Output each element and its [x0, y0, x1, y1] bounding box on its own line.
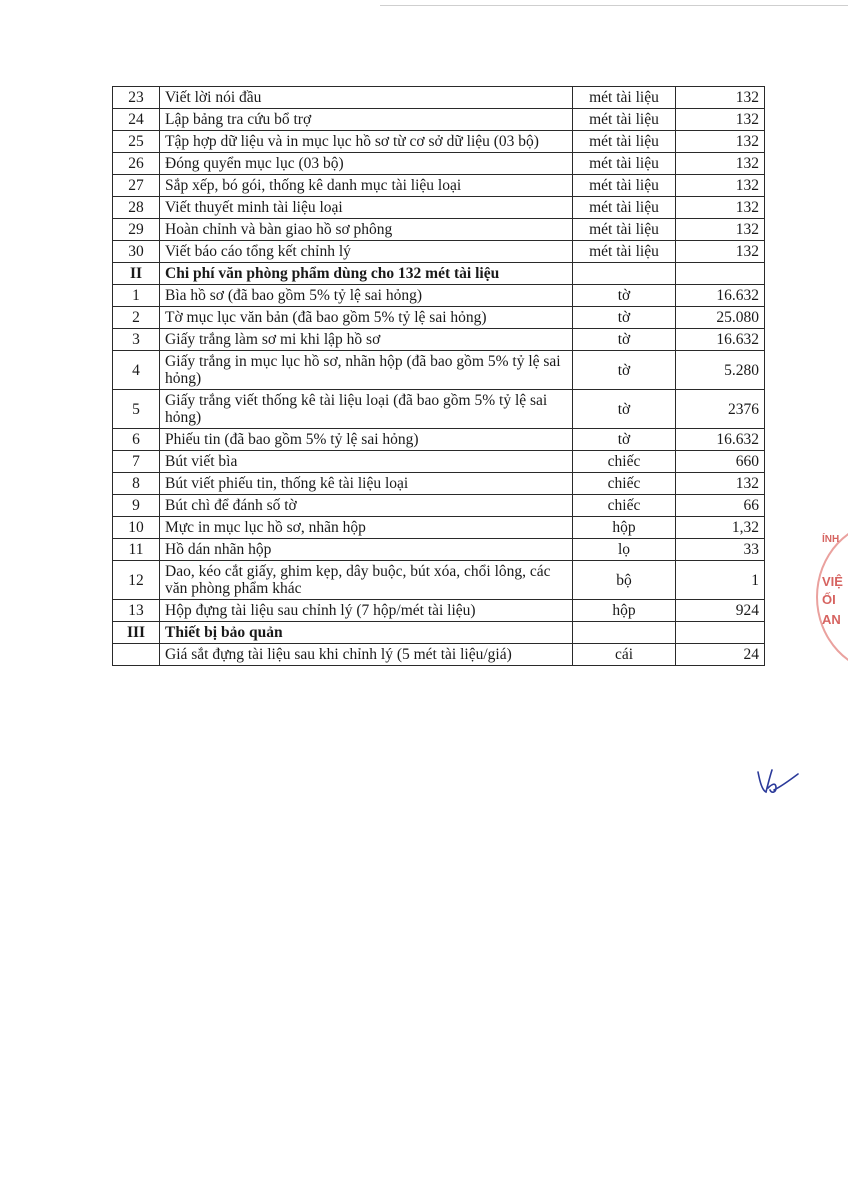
table-row	[113, 451, 765, 473]
row-quantity-cell: 5.280	[676, 351, 765, 390]
row-unit-cell: mét tài liệu	[573, 197, 676, 219]
row-unit-cell: tờ	[573, 351, 676, 390]
table-row	[113, 429, 765, 451]
row-content-cell: Lập bảng tra cứu bổ trợ	[160, 109, 573, 131]
row-unit-cell: bộ	[573, 561, 676, 600]
row-unit-cell: tờ	[573, 329, 676, 351]
row-unit-cell: tờ	[573, 429, 676, 451]
row-content-cell: Hộp đựng tài liệu sau chỉnh lý (7 hộp/mét tài liệu)	[160, 600, 573, 622]
row-quantity-cell: 924	[676, 600, 765, 622]
cost-table	[112, 86, 765, 666]
table-row	[113, 390, 765, 429]
red-seal-stamp	[808, 520, 848, 670]
table-row	[113, 307, 765, 329]
table-row	[113, 175, 765, 197]
seal-text-1: ÍNH	[822, 534, 840, 545]
row-content-cell: Viết báo cáo tổng kết chỉnh lý	[160, 241, 573, 263]
row-quantity-cell	[676, 263, 765, 285]
row-number-cell: 25	[113, 131, 160, 153]
row-number-cell: 29	[113, 219, 160, 241]
row-unit-cell: mét tài liệu	[573, 175, 676, 197]
row-unit-cell: lọ	[573, 539, 676, 561]
row-number-cell: 24	[113, 109, 160, 131]
scan-edge-line	[380, 5, 848, 6]
row-content-cell: Dao, kéo cắt giấy, ghim kẹp, dây buộc, bút xóa, chổi lông, các văn phòng phẩm khác	[160, 561, 573, 600]
table-row	[113, 241, 765, 263]
row-content-cell: Giấy trắng in mục lục hồ sơ, nhãn hộp (đã bao gồm 5% tỷ lệ sai hỏng)	[160, 351, 573, 390]
table-row	[113, 473, 765, 495]
row-content-cell: Tập hợp dữ liệu và in mục lục hồ sơ từ cơ sở dữ liệu (03 bộ)	[160, 131, 573, 153]
table-row	[113, 219, 765, 241]
row-unit-cell: mét tài liệu	[573, 131, 676, 153]
seal-text-4: AN	[822, 612, 841, 627]
row-number-cell: 12	[113, 561, 160, 600]
table-row	[113, 495, 765, 517]
row-content-cell: Đóng quyển mục lục (03 bộ)	[160, 153, 573, 175]
row-unit-cell: mét tài liệu	[573, 241, 676, 263]
row-number-cell: 11	[113, 539, 160, 561]
row-content-cell: Tờ mục lục văn bản (đã bao gồm 5% tỷ lệ sai hỏng)	[160, 307, 573, 329]
row-unit-cell: hộp	[573, 600, 676, 622]
row-unit-cell	[573, 263, 676, 285]
table-row	[113, 644, 765, 666]
row-content-cell: Bút viết bìa	[160, 451, 573, 473]
row-content-cell: Bút viết phiếu tin, thống kê tài liệu loại	[160, 473, 573, 495]
table-row	[113, 109, 765, 131]
table-row	[113, 197, 765, 219]
row-content-cell: Giấy trắng viết thống kê tài liệu loại (đã bao gồm 5% tỷ lệ sai hỏng)	[160, 390, 573, 429]
row-quantity-cell: 16.632	[676, 329, 765, 351]
row-unit-cell: mét tài liệu	[573, 87, 676, 109]
section-row	[113, 622, 765, 644]
section-row	[113, 263, 765, 285]
row-content-cell: Phiếu tin (đã bao gồm 5% tỷ lệ sai hỏng)	[160, 429, 573, 451]
row-quantity-cell: 132	[676, 175, 765, 197]
row-unit-cell: tờ	[573, 285, 676, 307]
table-row	[113, 351, 765, 390]
row-unit-cell: tờ	[573, 307, 676, 329]
row-quantity-cell: 132	[676, 219, 765, 241]
table-row	[113, 153, 765, 175]
row-content-cell: Mực in mục lục hồ sơ, nhãn hộp	[160, 517, 573, 539]
row-quantity-cell: 132	[676, 241, 765, 263]
row-number-cell	[113, 644, 160, 666]
row-number-cell: 26	[113, 153, 160, 175]
row-number-cell: 6	[113, 429, 160, 451]
row-quantity-cell: 132	[676, 131, 765, 153]
row-number-cell: 10	[113, 517, 160, 539]
table-row	[113, 517, 765, 539]
row-number-cell: 13	[113, 600, 160, 622]
row-quantity-cell: 24	[676, 644, 765, 666]
row-content-cell: Chi phí văn phòng phẩm dùng cho 132 mét tài liệu	[160, 263, 573, 285]
row-unit-cell: hộp	[573, 517, 676, 539]
row-content-cell: Sắp xếp, bó gói, thống kê danh mục tài liệu loại	[160, 175, 573, 197]
row-unit-cell: chiếc	[573, 473, 676, 495]
row-quantity-cell: 660	[676, 451, 765, 473]
row-quantity-cell: 16.632	[676, 285, 765, 307]
row-unit-cell: tờ	[573, 390, 676, 429]
row-unit-cell: chiếc	[573, 451, 676, 473]
row-number-cell: 3	[113, 329, 160, 351]
seal-text-3: ỐI	[822, 592, 836, 607]
row-content-cell: Viết thuyết minh tài liệu loại	[160, 197, 573, 219]
table-row	[113, 285, 765, 307]
row-unit-cell: mét tài liệu	[573, 153, 676, 175]
row-content-cell: Bìa hồ sơ (đã bao gồm 5% tỷ lệ sai hỏng)	[160, 285, 573, 307]
row-quantity-cell	[676, 622, 765, 644]
row-content-cell: Hoàn chỉnh và bàn giao hồ sơ phông	[160, 219, 573, 241]
row-number-cell: 1	[113, 285, 160, 307]
row-unit-cell: mét tài liệu	[573, 109, 676, 131]
row-unit-cell: chiếc	[573, 495, 676, 517]
row-content-cell: Thiết bị bảo quản	[160, 622, 573, 644]
row-quantity-cell: 132	[676, 473, 765, 495]
row-quantity-cell: 132	[676, 153, 765, 175]
seal-text-2: VIỆ	[822, 574, 843, 589]
row-quantity-cell: 33	[676, 539, 765, 561]
row-quantity-cell: 25.080	[676, 307, 765, 329]
row-content-cell: Giá sắt đựng tài liệu sau khi chỉnh lý (5 mét tài liệu/giá)	[160, 644, 573, 666]
row-number-cell: II	[113, 263, 160, 285]
row-quantity-cell: 2376	[676, 390, 765, 429]
row-number-cell: 23	[113, 87, 160, 109]
row-number-cell: III	[113, 622, 160, 644]
row-number-cell: 8	[113, 473, 160, 495]
row-quantity-cell: 132	[676, 87, 765, 109]
row-content-cell: Giấy trắng làm sơ mi khi lập hồ sơ	[160, 329, 573, 351]
table-row	[113, 131, 765, 153]
row-number-cell: 2	[113, 307, 160, 329]
row-quantity-cell: 132	[676, 109, 765, 131]
row-number-cell: 7	[113, 451, 160, 473]
row-number-cell: 9	[113, 495, 160, 517]
row-quantity-cell: 1	[676, 561, 765, 600]
row-unit-cell: cái	[573, 644, 676, 666]
row-number-cell: 27	[113, 175, 160, 197]
row-content-cell: Hồ dán nhãn hộp	[160, 539, 573, 561]
row-number-cell: 30	[113, 241, 160, 263]
row-content-cell: Viết lời nói đầu	[160, 87, 573, 109]
cost-table-body	[113, 87, 765, 666]
row-number-cell: 5	[113, 390, 160, 429]
row-unit-cell	[573, 622, 676, 644]
row-quantity-cell: 16.632	[676, 429, 765, 451]
table-row	[113, 561, 765, 600]
initials-signature	[752, 762, 802, 802]
table-row	[113, 87, 765, 109]
row-unit-cell: mét tài liệu	[573, 219, 676, 241]
row-quantity-cell: 66	[676, 495, 765, 517]
row-quantity-cell: 132	[676, 197, 765, 219]
row-number-cell: 4	[113, 351, 160, 390]
table-row	[113, 539, 765, 561]
row-number-cell: 28	[113, 197, 160, 219]
row-content-cell: Bút chì để đánh số tờ	[160, 495, 573, 517]
table-row	[113, 600, 765, 622]
row-quantity-cell: 1,32	[676, 517, 765, 539]
table-row	[113, 329, 765, 351]
